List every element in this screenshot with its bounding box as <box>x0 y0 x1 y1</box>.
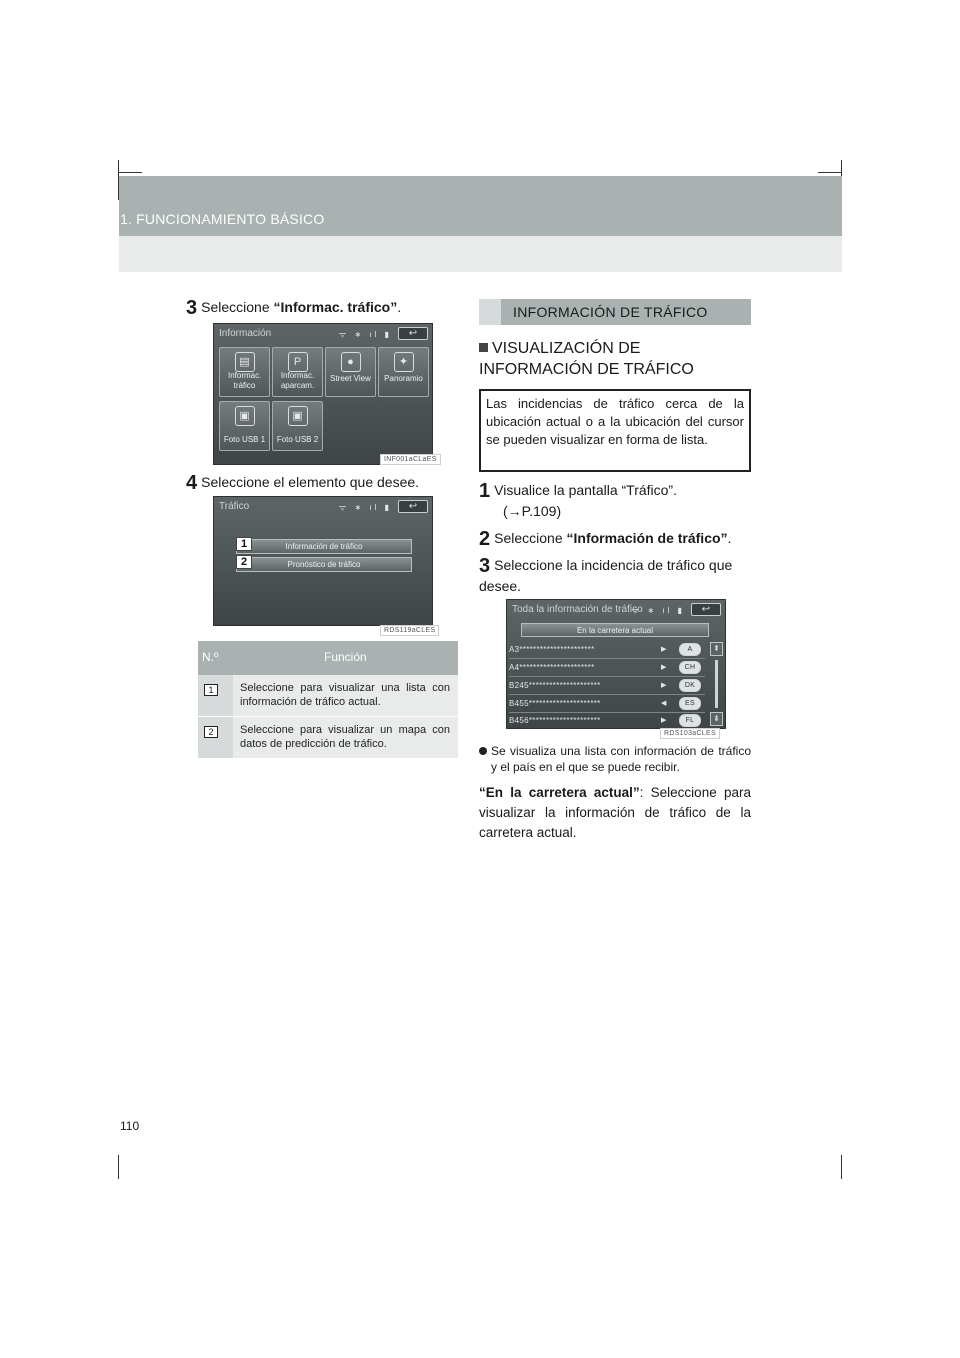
list-item[interactable]: A3********************** ▶ A <box>509 643 705 657</box>
column-header: Función <box>324 650 367 664</box>
list-item[interactable]: B456********************* ▶ FL <box>509 714 705 728</box>
crop-mark <box>818 172 842 173</box>
direction-icon: ▶ <box>661 717 667 724</box>
callout-tag-1: 1 <box>236 537 252 551</box>
step-2-right: 2 Seleccione “Información de tráfico”. <box>479 528 732 550</box>
section-heading: INFORMACIÓN DE TRÁFICO <box>479 299 751 325</box>
back-button[interactable]: ↩ <box>398 327 428 340</box>
callout-tag-2: 2 <box>236 555 252 569</box>
country-badge: ES <box>679 697 701 710</box>
image-code: RDS119aCLES <box>380 625 439 636</box>
list-item[interactable]: A4********************** ▶ CH <box>509 661 705 675</box>
step-4-left: 4 Seleccione el elemento que desee. <box>186 472 420 494</box>
step-3-right: 3 Seleccione la incidencia de tráfico que desee. <box>479 555 733 594</box>
list-item[interactable]: B455********************* ◀ ES <box>509 697 705 711</box>
direction-icon: ▶ <box>661 682 667 689</box>
scroll-up-button[interactable]: ⇞ <box>710 642 723 656</box>
header-subband <box>119 236 842 272</box>
bullet-icon <box>479 747 487 755</box>
country-badge: FL <box>679 714 701 727</box>
row-number: 2 <box>204 726 218 738</box>
crop-mark <box>841 1155 842 1179</box>
usb-photo-icon: ▣ <box>235 406 255 426</box>
status-icons: ᯤ ∗ ıl ▮ <box>338 330 392 339</box>
screen-informacion <box>213 323 433 465</box>
crop-mark <box>118 1155 119 1179</box>
back-button[interactable]: ↩ <box>398 500 428 513</box>
status-icons: ᯤ ∗ ıl ▮ <box>338 503 392 512</box>
image-code: RDS103aCLES <box>660 728 720 739</box>
crop-mark <box>118 172 142 173</box>
tile-informac-trafico[interactable]: ▤ Informac. tráfico <box>219 347 270 397</box>
table-row <box>198 675 458 717</box>
tile-street-view[interactable]: ● Street View <box>325 347 376 397</box>
status-icons: ᯤ ∗ ıl ▮ <box>631 606 685 615</box>
section-header: 1. FUNCIONAMIENTO BÁSICO <box>120 211 325 227</box>
screen-title: Toda la información de tráfico <box>512 604 643 615</box>
square-bullet-icon <box>479 343 488 352</box>
row-description: Seleccione para visualizar un mapa con datos de predicción de tráfico. <box>240 724 450 750</box>
tile-informac-aparcam[interactable]: P Informac. aparcam. <box>272 347 323 397</box>
screen-title: Información <box>219 328 272 339</box>
traffic-info-icon: ▤ <box>235 352 255 372</box>
table-row <box>198 717 458 759</box>
screen-title: Tráfico <box>219 501 250 512</box>
page-reference: (→P.109) <box>503 503 562 519</box>
scrollbar-track[interactable] <box>715 660 718 708</box>
panoramio-icon: ✦ <box>394 352 414 372</box>
subheading: VISUALIZACIÓN DE INFORMACIÓN DE TRÁFICO <box>479 340 694 378</box>
parking-icon: P <box>288 352 308 372</box>
tile-panoramio[interactable]: ✦ Panoramio <box>378 347 429 397</box>
country-badge: A <box>679 643 701 656</box>
en-la-carretera-actual-button[interactable]: En la carretera actual <box>521 623 709 637</box>
direction-icon: ◀ <box>661 700 667 707</box>
country-badge: CH <box>679 661 701 674</box>
back-button[interactable]: ↩ <box>691 603 721 616</box>
tile-foto-usb-1[interactable]: ▣ Foto USB 1 <box>219 401 270 451</box>
street-view-icon: ● <box>341 352 361 372</box>
country-badge: DK <box>679 679 701 692</box>
description-paragraph: “En la carretera actual”: Seleccione para visualizar la información de tráfico de la carretera actual. <box>479 785 751 840</box>
step-3-left: 3 Seleccione “Informac. tráfico”. <box>186 297 402 319</box>
pronostico-de-trafico-button[interactable]: Pronóstico de tráfico <box>236 557 412 572</box>
row-number: 1 <box>204 684 218 696</box>
header-band <box>119 176 842 236</box>
informacion-de-trafico-button[interactable]: Información de tráfico <box>236 539 412 554</box>
page-number: 110 <box>120 1119 140 1133</box>
image-code: INF001aCLaES <box>380 454 441 465</box>
column-header: N.º <box>202 650 219 664</box>
tile-foto-usb-2[interactable]: ▣ Foto USB 2 <box>272 401 323 451</box>
function-table <box>198 641 458 759</box>
direction-icon: ▶ <box>661 664 667 671</box>
list-item[interactable]: B245********************* ▶ DK <box>509 679 705 693</box>
usb-photo-icon: ▣ <box>288 406 308 426</box>
row-description: Seleccione para visualizar una lista con información de tráfico actual. <box>240 682 450 708</box>
direction-icon: ▶ <box>661 646 667 653</box>
info-box: Las incidencias de tráfico cerca de la ubicación actual o a la ubicación del cursor se pueden visualizar en forma de lista. <box>479 389 751 472</box>
bullet-note: Se visualiza una lista con información de tráfico y el país en el que se puede recibir. <box>479 743 751 775</box>
step-1-right: 1 Visualice la pantalla “Tráfico”. (→P.109) <box>479 480 751 521</box>
table-header <box>198 641 458 675</box>
scroll-down-button[interactable]: ⇟ <box>710 712 723 726</box>
